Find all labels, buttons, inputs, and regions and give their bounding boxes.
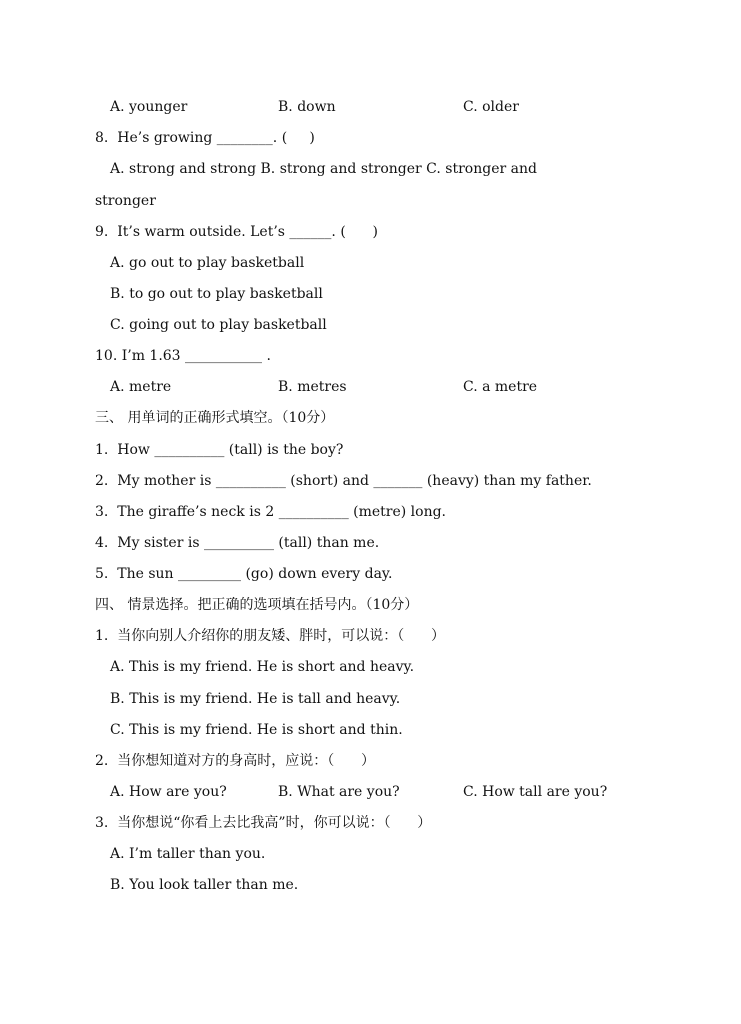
q7-option-c: C. older [463,99,519,115]
s3-item-1: 1. How __________ (tall) is the boy? [95,442,344,458]
q9-option-b: B. to go out to play basketball [110,286,323,302]
s4-q3-option-a: A. I’m taller than you. [110,846,266,862]
s4-q3-stem: 3. 当你想说“你看上去比我高”时，你可以说：（ ） [95,815,432,831]
q9-stem: 9. It’s warm outside. Let’s ______. ( ) [95,224,378,240]
s4-q2-option-c: C. How tall are you? [463,784,608,800]
section4-heading: 四、 情景选择。把正确的选项填在括号内。（10分） [95,597,419,613]
q10-option-a: A. metre [110,379,172,395]
s4-q3-option-b: B. You look taller than me. [110,877,299,893]
s3-item-3: 3. The giraffe’s neck is 2 __________ (metre) long. [95,504,447,520]
s4-q2-option-a: A. How are you? [110,784,227,800]
q10-option-c: C. a metre [463,379,538,395]
s4-q1-option-c: C. This is my friend. He is short and thin. [110,722,403,738]
s3-item-5: 5. The sun _________ (go) down every day. [95,566,393,582]
q8-options: A. strong and strong B. strong and stronger C. stronger and [110,161,537,177]
q7-option-b: B. down [278,99,336,115]
s3-item-4: 4. My sister is __________ (tall) than me. [95,535,380,551]
q8-stem: 8. He’s growing ________. ( ) [95,130,315,146]
section3-heading: 三、 用单词的正确形式填空。（10分） [95,410,335,426]
s4-q1-option-a: A. This is my friend. He is short and heavy. [110,659,415,675]
s4-q1-option-b: B. This is my friend. He is tall and heavy. [110,691,401,707]
s4-q1-stem: 1. 当你向别人介绍你的朋友矮、胖时，可以说：（ ） [95,628,445,644]
q9-option-c: C. going out to play basketball [110,317,327,333]
q7-option-a: A. younger [110,99,188,115]
s3-item-2: 2. My mother is __________ (short) and _______ (heavy) than my father. [95,473,592,489]
s4-q2-stem: 2. 当你想知道对方的身高时，应说：（ ） [95,753,375,769]
q10-stem: 10. I’m 1.63 ___________ . [95,348,271,364]
s4-q2-option-b: B. What are you? [278,784,400,800]
q9-option-a: A. go out to play basketball [110,255,305,271]
q8-options-wrap: stronger [95,193,156,209]
q10-option-b: B. metres [278,379,347,395]
